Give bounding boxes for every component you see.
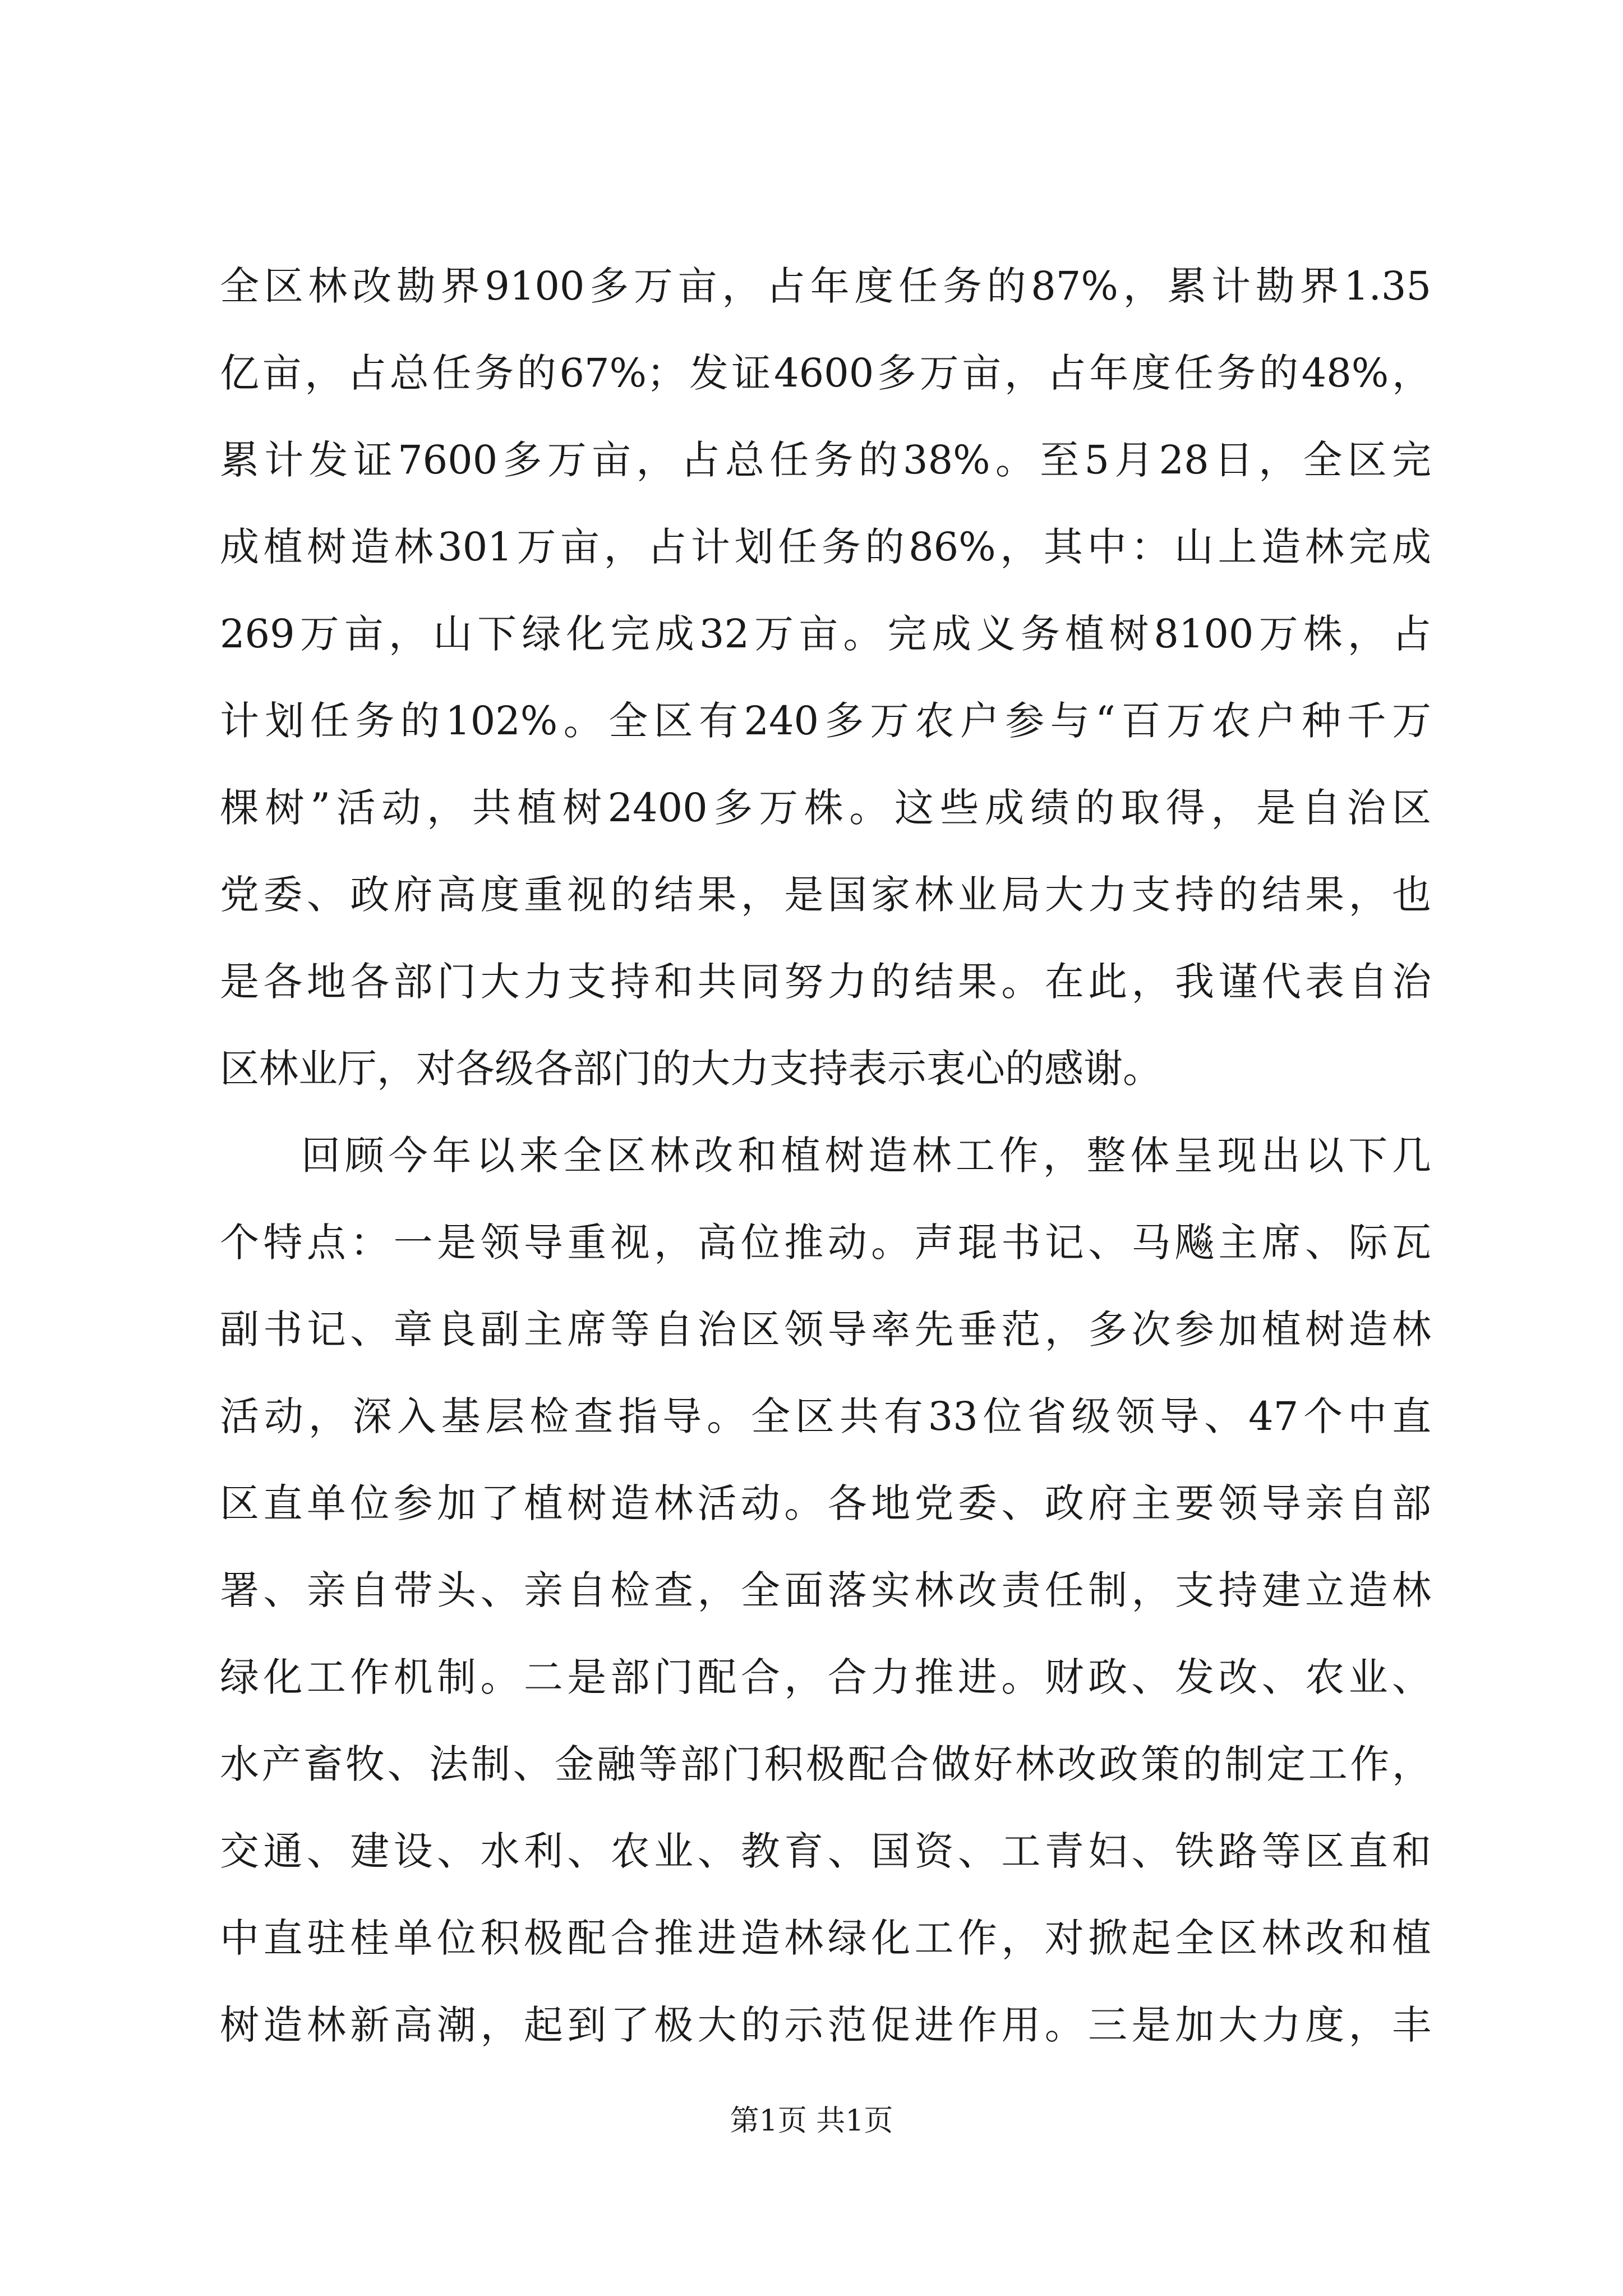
text-line: 成植树造林301万亩，占计划任务的86%，其中：山上造林完成 [220,524,1431,570]
text-line: 区林业厅，对各级各部门的大力支持表示衷心的感谢。 [220,1046,1162,1092]
text-line: 绿化工作机制。二是部门配合，合力推进。财政、发改、农业、 [220,1654,1431,1700]
text-line: 党委、政府高度重视的结果，是国家林业局大力支持的结果，也 [220,872,1431,918]
text-line: 副书记、章良副主席等自治区领导率先垂范，多次参加植树造林 [220,1306,1431,1352]
text-line: 269万亩，山下绿化完成32万亩。完成义务植树8100万株，占 [220,611,1431,657]
text-line: 中直驻桂单位积极配合推进造林绿化工作，对掀起全区林改和植 [220,1915,1431,1961]
text-line: 交通、建设、水利、农业、教育、国资、工青妇、铁路等区直和 [220,1828,1431,1874]
text-line: 活动，深入基层检查指导。全区共有33位省级领导、47个中直 [220,1393,1431,1439]
text-line: 区直单位参加了植树造林活动。各地党委、政府主要领导亲自部 [220,1480,1431,1526]
text-line: 计划任务的102%。全区有240多万农户参与“百万农户种千万 [220,698,1431,744]
text-line: 全区林改勘界9100多万亩，占年度任务的87%，累计勘界1.35 [220,263,1431,309]
text-line: 水产畜牧、法制、金融等部门积极配合做好林改政策的制定工作， [220,1741,1431,1787]
text-line: 棵树”活动，共植树2400多万株。这些成绩的取得，是自治区 [220,785,1431,831]
text-line: 树造林新高潮，起到了极大的示范促进作用。三是加大力度，丰 [220,2002,1431,2048]
text-line: 是各地各部门大力支持和共同努力的结果。在此，我谨代表自治 [220,959,1431,1005]
text-line: 累计发证7600多万亩，占总任务的38%。至5月28日，全区完 [220,437,1431,483]
text-line: 署、亲自带头、亲自检查，全面落实林改责任制，支持建立造林 [220,1567,1431,1613]
page-footer: 第1页 共1页 [730,2104,893,2138]
text-line: 亿亩，占总任务的67%；发证4600多万亩，占年度任务的48%， [220,350,1431,396]
text-line: 回顾今年以来全区林改和植树造林工作，整体呈现出以下几 [301,1133,1431,1179]
text-line: 个特点：一是领导重视，高位推动。声琨书记、马飚主席、际瓦 [220,1220,1431,1266]
